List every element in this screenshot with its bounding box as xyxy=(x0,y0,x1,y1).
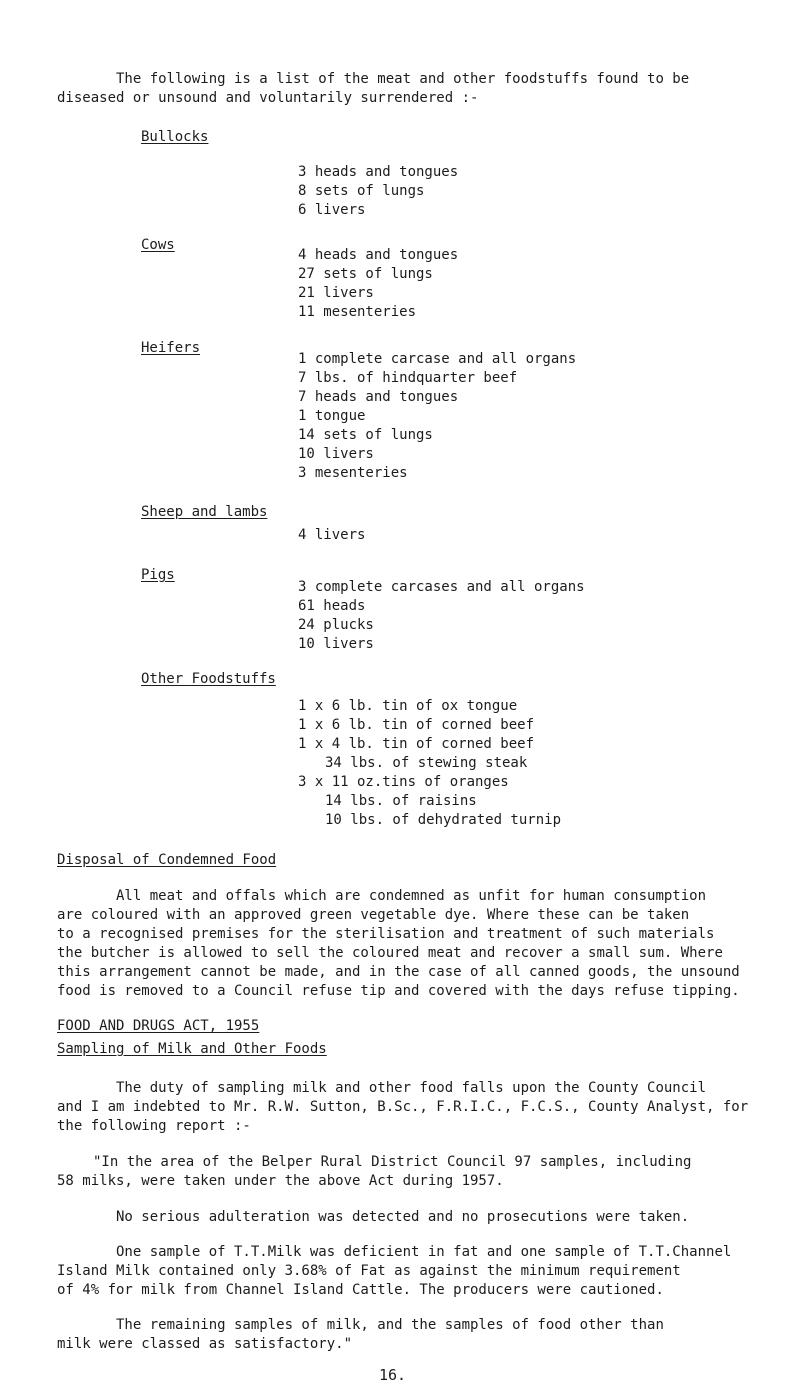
paragraph-line: Island Milk contained only 3.68% of Fat as against the minimum requirement xyxy=(57,1263,681,1279)
paragraph-line: "In the area of the Belper Rural District Council 97 samples, including xyxy=(93,1154,692,1170)
list-item: 1 complete carcase and all organs xyxy=(298,351,577,367)
page-number: 16. xyxy=(379,1366,407,1384)
paragraph-line: One sample of T.T.Milk was deficient in fat and one sample of T.T.Channel xyxy=(116,1244,732,1260)
paragraph-line: of 4% for milk from Channel Island Cattle. The producers were cautioned. xyxy=(57,1282,664,1298)
paragraph-line: and I am indebted to Mr. R.W. Sutton, B.Sc., F.R.I.C., F.C.S., County Analyst, for xyxy=(57,1099,749,1115)
act-subheading: Sampling of Milk and Other Foods xyxy=(57,1041,327,1057)
list-item: 27 sets of lungs xyxy=(298,266,433,282)
act-paragraph-3: No serious adulteration was detected and no prosecutions were taken. xyxy=(116,1209,690,1225)
list-item: 3 x 11 oz.tins of oranges xyxy=(298,774,509,790)
list-item: 34 lbs. of stewing steak xyxy=(325,755,528,771)
act-heading: FOOD AND DRUGS ACT, 1955 xyxy=(57,1018,260,1034)
paragraph-line: this arrangement cannot be made, and in the case of all canned goods, the unsound xyxy=(57,964,740,980)
list-item: 61 heads xyxy=(298,598,366,614)
paragraph-line: the butcher is allowed to sell the coloured meat and recover a small sum. Where xyxy=(57,945,723,961)
list-item: 4 livers xyxy=(298,527,366,543)
list-item: 1 x 6 lb. tin of ox tongue xyxy=(298,698,518,714)
other-foodstuffs-heading: Other Foodstuffs xyxy=(141,671,276,687)
list-item: 10 livers xyxy=(298,636,374,652)
heifers-heading: Heifers xyxy=(141,340,201,356)
intro-line-2: diseased or unsound and voluntarily surrendered :- xyxy=(57,90,479,106)
list-item: 10 lbs. of dehydrated turnip xyxy=(325,812,562,828)
paragraph-line: The remaining samples of milk, and the samples of food other than xyxy=(116,1317,664,1333)
list-item: 3 complete carcases and all organs xyxy=(298,579,585,595)
cows-heading: Cows xyxy=(141,237,175,253)
paragraph-line: 58 milks, were taken under the above Act during 1957. xyxy=(57,1173,504,1189)
paragraph-line: are coloured with an approved green vegetable dye. Where these can be taken xyxy=(57,907,690,923)
list-item: 10 livers xyxy=(298,446,374,462)
list-item: 3 heads and tongues xyxy=(298,164,459,180)
list-item: 14 lbs. of raisins xyxy=(325,793,477,809)
list-item: 3 mesenteries xyxy=(298,465,408,481)
list-item: 11 mesenteries xyxy=(298,304,417,320)
paragraph-line: food is removed to a Council refuse tip and covered with the days refuse tipping. xyxy=(57,983,740,999)
paragraph-line: All meat and offals which are condemned as unfit for human consumption xyxy=(116,888,707,904)
disposal-heading: Disposal of Condemned Food xyxy=(57,852,277,868)
intro-line-1: The following is a list of the meat and other foodstuffs found to be xyxy=(116,71,690,87)
paragraph-line: the following report :- xyxy=(57,1118,251,1134)
list-item: 14 sets of lungs xyxy=(298,427,433,443)
paragraph-line: The duty of sampling milk and other food falls upon the County Council xyxy=(116,1080,707,1096)
list-item: 8 sets of lungs xyxy=(298,183,425,199)
paragraph-line: milk were classed as satisfactory." xyxy=(57,1336,353,1352)
list-item: 7 lbs. of hindquarter beef xyxy=(298,370,518,386)
paragraph-line: to a recognised premises for the sterilisation and treatment of such materials xyxy=(57,926,715,942)
list-item: 4 heads and tongues xyxy=(298,247,459,263)
list-item: 1 x 4 lb. tin of corned beef xyxy=(298,736,535,752)
list-item: 24 plucks xyxy=(298,617,374,633)
list-item: 1 tongue xyxy=(298,408,366,424)
list-item: 1 x 6 lb. tin of corned beef xyxy=(298,717,535,733)
list-item: 6 livers xyxy=(298,202,366,218)
sheep-heading: Sheep and lambs xyxy=(141,504,268,520)
pigs-heading: Pigs xyxy=(141,567,175,583)
bullocks-heading: Bullocks xyxy=(141,129,209,145)
list-item: 21 livers xyxy=(298,285,374,301)
list-item: 7 heads and tongues xyxy=(298,389,459,405)
